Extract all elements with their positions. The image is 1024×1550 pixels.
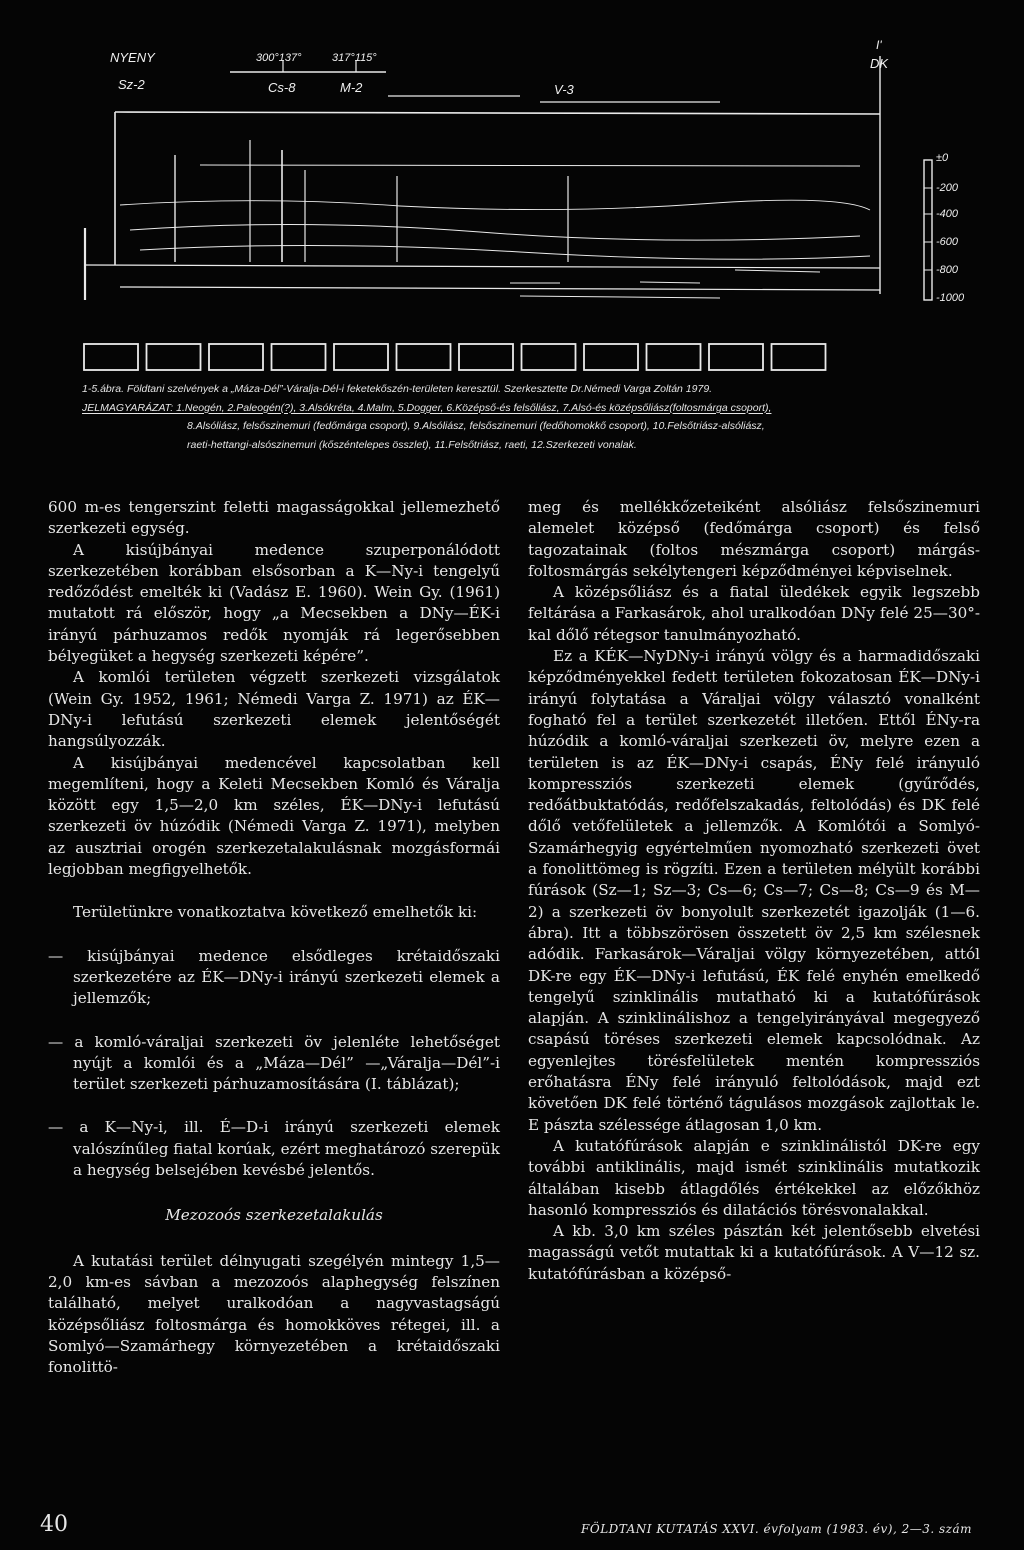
paragraph-gap	[48, 924, 500, 946]
surface-line	[115, 112, 880, 114]
caption-line-2: JELMAGYARÁZAT: 1.Neogén, 2.Paleogén(?), 3.Alsókréta, 4.Malm, 5.Dogger, 6.Középső-és felsőliász, 7.Alsó-és középsőliász(foltosmárga csoport),	[82, 401, 772, 414]
borehole-v3-label: V-3	[554, 82, 574, 97]
figure-caption	[82, 380, 982, 454]
paragraph: — a komló-váraljai szerkezeti öv jelenléte lehetőséget nyújt a komlói és a „Máza—Dél” —„Váralja—Dél”-i terület szerkezeti párhuzamosítására (I. táblázat);	[48, 1032, 500, 1094]
paragraph: A kisújbányai medencével kapcsolatban kell megemlíteni, hogy a Keleti Mecsekben Komló és Váralja között egy 1,5—2,0 km széles, ÉK—DNy-i lefutású szerkezeti öv húzódik (Némedi Varga Z. 1971), melyben az ausztriai orogén szerkezetalakulásnak mozgásformái legjobban megfigyelhetők.	[48, 753, 500, 879]
legend-box-8	[522, 344, 576, 370]
depth-scale-bar	[924, 160, 932, 300]
depth-tick-0: ±0	[936, 152, 949, 164]
legend-box-11	[709, 344, 763, 370]
azimuth-label-2: 317°115°	[332, 52, 377, 64]
prime-label: I'	[876, 38, 882, 52]
nyeny-label: NYENY	[110, 50, 155, 65]
page-number: 40	[40, 1512, 68, 1537]
depth-tick-1000: -1000	[936, 292, 965, 304]
paragraph: Ez a KÉK—NyDNy-i irányú völgy és a harmadidőszaki képződményekkel fedett területen fokozatosan ÉK—DNy-i irányú folytatása a Váraljai völgy választó vonalként fogható fel a terület szerkezetét illetően. Ettől ÉNy-ra húzódik a komló-váraljai szerkezeti öv, melyre ezen a területen is az ÉK—DNy-i csapás, ÉNy felé irányuló kompressziós szerkezeti elemek (gyűrődés, redőátbuktatódás, redőfelszakadás, feltolódás) és DK felé dőlő vetőfelületek a jellemzők. A Komlótói a Somlyó-Szamárhegyig egyértelműen nyomozható szerkezeti övet a fonolittömeg is rögzíti. Ezen a területen mélyült korábbi fúrások (Sz—1; Sz—3; Cs—6; Cs—7; Cs—8; Cs—9 és M—2) a szerkezeti öv bonyolult szerkezetét igazolják (1—6. ábra). Itt a többszörösen összetett öv 2,5 km szélesnek adódik. Farkasárok—Váraljai völgy környezetében, attól DK-re egy ÉK—DNy-i lefutású, ÉK felé enyhén emelkedő tengelyű szinklinális mutatható ki a kutatófúrások alapján. A szinklinálishoz a tengelyirányával megegyező csapású töréses szerkezeti elemek kapcsolódnak. Az egyenlejtes törésfelületek mentén kompressziós erőhatásra ÉNy felé irányuló feltolódások, majd ezt követően DK felé történő tágulásos mozgások zajlottak le. E pászta szélessége átlagosan 1,0 km.	[528, 647, 980, 1134]
caption-line-4: raeti-hettangi-alsószinemuri (kőszéntelepes összlet), 11.Felsőtriász, raeti, 12.Szerkezeti vonalak.	[187, 438, 637, 451]
legend-box-1	[84, 344, 138, 370]
paragraph-gap	[48, 880, 500, 902]
legend-box-2	[147, 344, 201, 370]
section-heading: Mezozoós szerkezetalakulás	[165, 1206, 383, 1225]
azimuth-label-1: 300°137°	[256, 52, 302, 64]
paragraph: A kb. 3,0 km széles pásztán két jelentősebb elvetési magasságú vetőt mutattak ki a kutatófúrások. A V—12 sz. kutatófúrásban a középső-	[528, 1222, 980, 1283]
paragraph: A középsőliász és a fiatal üledékek egyik legszebb feltárása a Farkasárok, ahol uralkodóan DNy felé 25—30°-kal dőlő rétegsor tanulmányozható.	[528, 583, 980, 644]
legend-box-4	[272, 344, 326, 370]
paragraph: A kutatási terület délnyugati szegélyén mintegy 1,5—2,0 km-es sávban a mezozoós alaphegység felszínen található, melyet uralkodóan a nagyvastagságú középsőliász foltosmárga és homokköves rétegei, ill. a Somlyó—Szamárhegy környezetében a krétaidőszaki fonolittö-	[48, 1251, 500, 1377]
borehole-m2-label: M-2	[340, 80, 363, 95]
paragraph: meg és mellékkőzeteiként alsóliász felsőszinemuri alemelet középső (fedőmárga csoport) és felső tagozatainak (foltos mészmárga csoport) márgás-foltosmárgás sekélytengeri képződményei képviselnek.	[528, 498, 980, 580]
depth-tick-600: -600	[936, 236, 959, 248]
depth-tick-200: -200	[936, 182, 959, 194]
paragraph: A kisújbányai medence szuperponálódott szerkezetében korábban elsősorban a K—Ny-i tengelyű redőződést emelték ki (Vadász E. 1960). Wein Gy. (1961) mutatott rá először, hogy „a Mecsekben a DNy—ÉK-i irányú párhuzamos redők nyomják rá legerősebben bélyegüket a hegység szerkezeti képére”.	[48, 540, 500, 666]
dk-label: DK	[870, 56, 889, 71]
paragraph-gap	[48, 1010, 500, 1032]
depth-tick-800: -800	[936, 264, 959, 276]
paragraph-gap	[48, 1095, 500, 1117]
borehole-sz2-label: Sz-2	[118, 77, 145, 92]
caption-line-3: 8.Alsóliász, felsőszinemuri (fedőmárga csoport), 9.Alsóliász, felsőszinemuri (fedőhomokkő csoport), 10.Felsőtriász-alsóliász,	[187, 420, 765, 432]
legend-box-6	[397, 344, 451, 370]
legend-boxes	[84, 344, 826, 370]
right-text-column	[528, 497, 980, 1285]
legend-box-12	[772, 344, 826, 370]
legend-box-7	[459, 344, 513, 370]
depth-tick-400: -400	[936, 208, 959, 220]
legend-box-10	[647, 344, 701, 370]
legend-box-3	[209, 344, 263, 370]
paragraph: Területünkre vonatkoztatva következő emelhetők ki:	[73, 903, 478, 922]
legend-box-9	[584, 344, 638, 370]
paragraph: 600 m-es tengerszint feletti magasságokkal jellemezhető szerkezeti egység.	[48, 498, 500, 538]
legend-box-5	[334, 344, 388, 370]
paragraph: A komlói területen végzett szerkezeti vizsgálatok (Wein Gy. 1952, 1961; Némedi Varga Z. 1971) az ÉK—DNy-i lefutású szerkezeti elemek jelentőségét hangsúlyozzák.	[48, 668, 500, 751]
journal-footer: FÖLDTANI KUTATÁS XXVI. évfolyam (1983. év), 2—3. szám	[581, 1522, 972, 1536]
caption-line-1: 1-5.ábra. Földtani szelvények a „Máza-Dél”-Váralja-Dél-i feketekőszén-területen keresztül. Szerkesztette Dr.Némedi Varga Zoltán 1979.	[82, 383, 713, 395]
borehole-cs8-label: Cs-8	[268, 80, 296, 95]
paragraph: — kisújbányai medence elsődleges krétaidőszaki szerkezetére az ÉK—DNy-i irányú szerkezeti elemek a jellemzők;	[48, 946, 500, 1008]
left-text-column	[48, 497, 500, 1378]
paragraph: A kutatófúrások alapján e szinklinálistól DK-re egy további antiklinális, majd ismét szinklinális mutatkozik általában kisebb átlagdőlés értékekkel az előzőkhöz hasonló kompressziós és dilatációs törésvonalakkal.	[528, 1136, 980, 1219]
paragraph: — a K—Ny-i, ill. É—D-i irányú szerkezeti elemek valószínűleg fiatal korúak, ezért meghatározó szerepük a hegység belsejében kevésbé jelentős.	[48, 1118, 500, 1180]
